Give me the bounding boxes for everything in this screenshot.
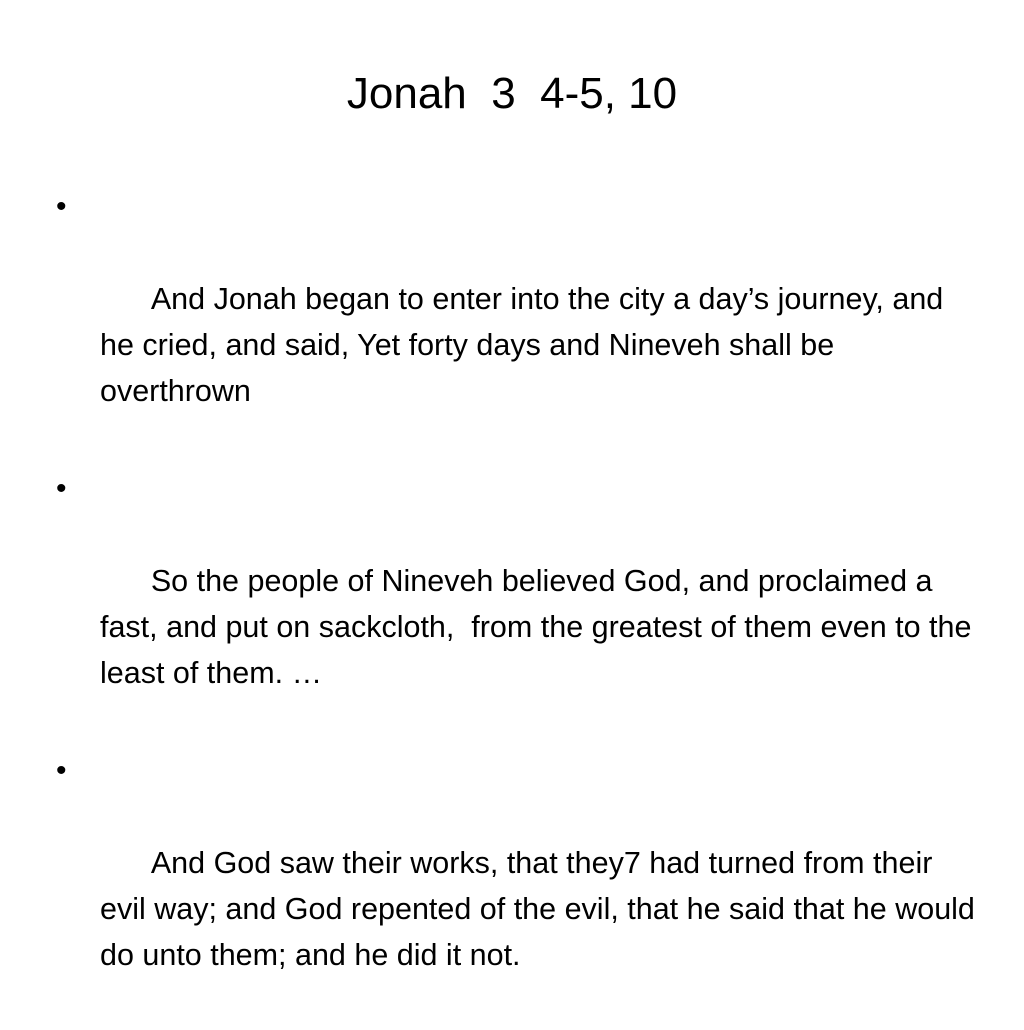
bullet-item	[52, 184, 982, 460]
bullet-list	[52, 184, 982, 1030]
bullet-item	[52, 466, 982, 742]
bullet-dot-icon: •	[56, 472, 67, 505]
bullet-dot-icon: •	[56, 190, 67, 223]
bullet-text: So the people of Nineveh believed God, and proclaimed a fast, and put on sackcloth, from the greatest of them even to the least of them. …	[100, 564, 980, 690]
bullet-item	[52, 748, 982, 1024]
bullet-dot-icon: •	[56, 754, 67, 787]
slide-title: Jonah 3 4-5, 10	[346, 69, 678, 118]
bullet-text: And God saw their works, that they7 had turned from their evil way; and God repented of the evil, that he said that he would do unto them; and he did it not.	[100, 846, 984, 972]
bullet-text: And Jonah began to enter into the city a day’s journey, and he cried, and said, Yet forty days and Nineveh shall be overthrown	[100, 282, 952, 408]
